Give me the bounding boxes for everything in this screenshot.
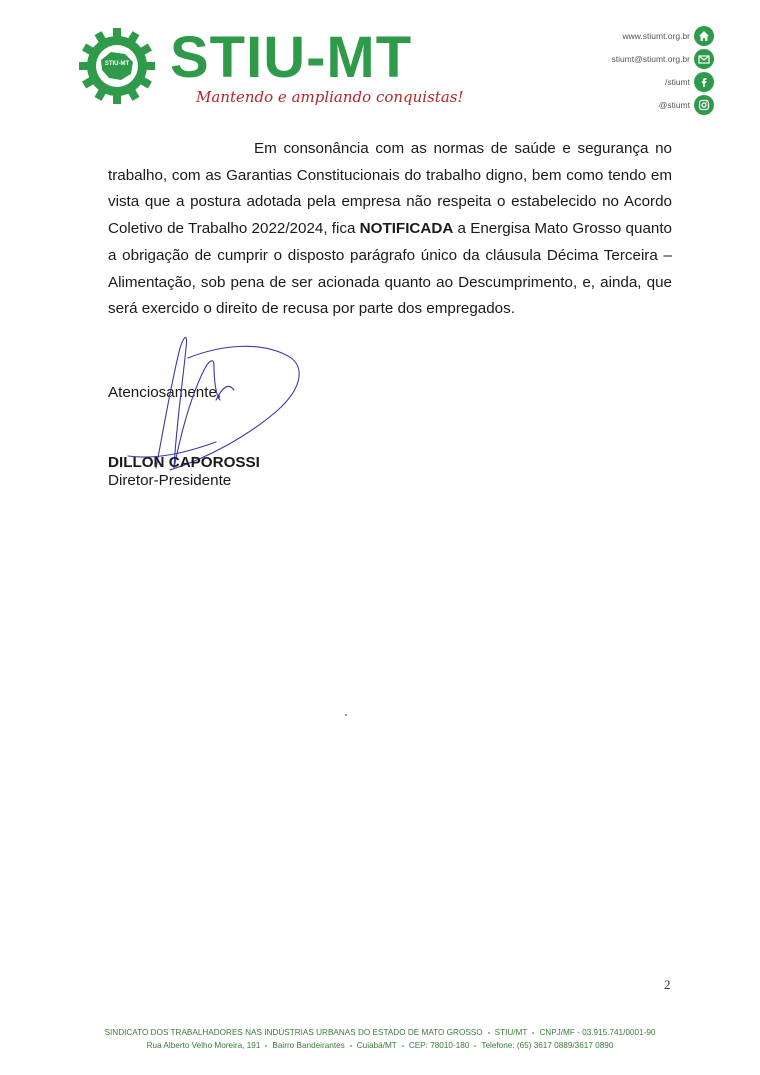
stiu-gear-logo-icon [72,28,162,104]
notified-highlight: NOTIFICADA [359,220,454,238]
contact-instagram[interactable] [514,93,714,116]
contact-email[interactable] [514,47,714,70]
footer-acronym: STIU/MT [494,1028,528,1037]
contact-website[interactable] [514,24,714,47]
footer-union-name: SINDICATO DOS TRABALHADORES NAS INDÚSTRIAS URBANAS DO ESTADO DE MATO GROSSO [104,1028,483,1037]
contact-email-text: stiumt@stiumt.org.br [611,53,690,64]
footer-line-2 [0,1039,760,1052]
contact-facebook[interactable] [514,70,714,93]
notification-body [108,136,672,323]
footer-cnpj: CNPJ/MF - 03.915.741/0001-90 [539,1028,656,1037]
signer-role: Diretor-Presidente [108,472,232,489]
brand-name: STIU-MT [170,25,413,90]
contact-list [514,24,714,116]
home-icon [694,26,714,46]
scan-speck [345,714,347,716]
footer-city: Cuiabá/MT [356,1041,397,1050]
instagram-icon [694,95,714,115]
facebook-icon [694,72,714,92]
footer-neighborhood: Bairro Bandeirantes [272,1041,345,1050]
footer-phone: Telefone: (65) 3617 0889/3617 0890 [481,1041,614,1050]
brand-slogan: Mantendo e ampliando conquistas! [196,88,464,106]
footer-cep: CEP: 78010-180 [408,1041,470,1050]
paragraph-rest: a Energisa Mato Grosso quanto a obrigação de cumprir o disposto parágrafo único da cláusula Décima Terceira – Alimentação, sob pena de ser acionada quanto ao Descumprimento, e, ainda, que será exercido o direito de recusa por parte dos empregados. [108,220,673,318]
contact-website-text: www.stiumt.org.br [622,30,690,41]
page-number: 2 [664,977,671,992]
notification-paragraph [108,136,672,323]
mail-icon [694,49,714,69]
paragraph-intro: Em consonância com as normas de saúde e segurança no trabalho, com as Garantias Constitucionais do trabalho digno, bem como tendo em vista que a postura adotada pela empresa não respeita o estabelecido no Acordo Coletivo de Trabalho 2022/2024, fica [108,140,672,238]
contact-facebook-text: /stiumt [664,76,690,87]
footer-street: Rua Alberto Velho Moreira, 191 [146,1041,261,1050]
closing-salutation: Atenciosamente, [108,384,222,401]
footer [0,1026,760,1052]
contact-instagram-text: @stiumt [658,99,690,110]
svg-text:STIU-MT: STIU-MT [104,61,130,67]
signer-name: DILLON CAPOROSSI [108,454,260,471]
footer-line-1 [0,1026,760,1039]
